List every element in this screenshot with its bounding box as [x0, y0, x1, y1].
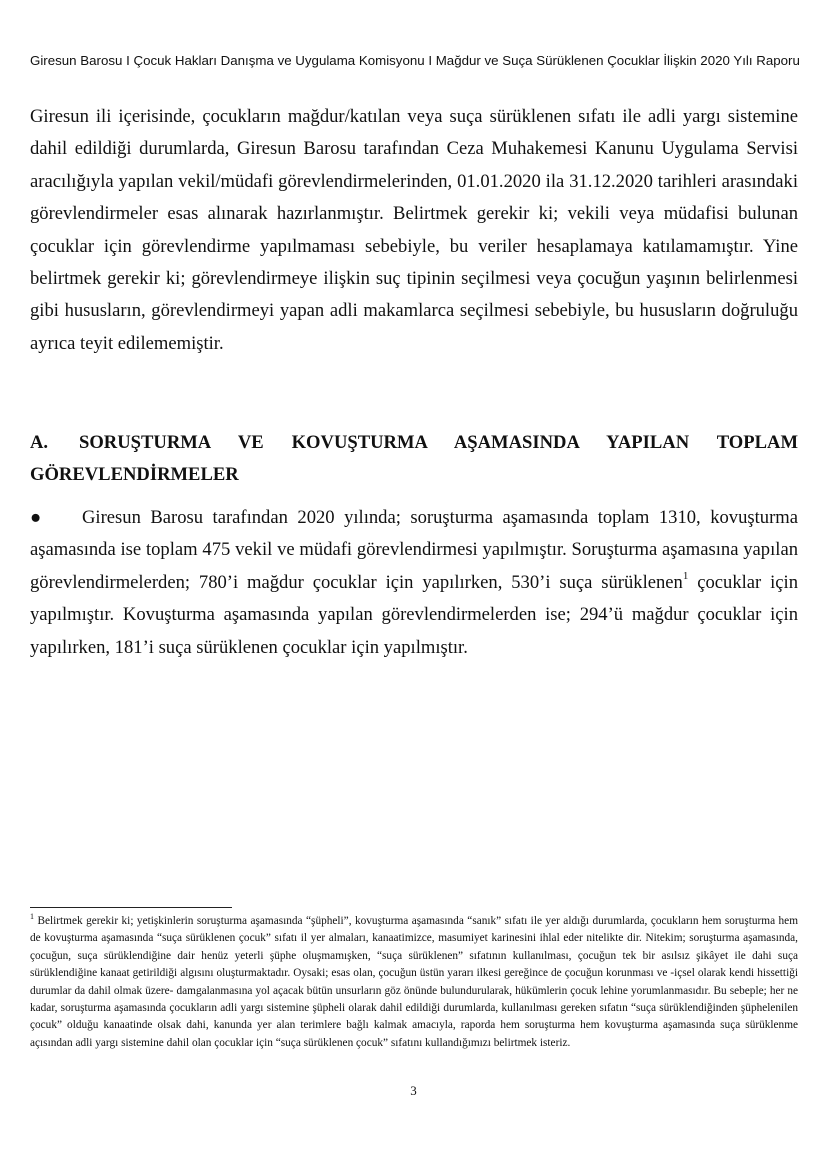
running-header: Giresun Barosu I Çocuk Hakları Danışma ve Uygulama Komisyonu I Mağdur ve Suça Sürüklenen Çocuklar İlişkin 2020 Yılı Raporu: [30, 53, 800, 68]
bullet-paragraph: [30, 502, 798, 664]
bullet-text-part1: Giresun Barosu tarafından 2020 yılında; soruşturma aşamasında toplam 1310, kovuşturma aşamasında ise toplam 475 vekil ve müdafi görevlendirmesi yapılmıştır. Soruşturma aşamasına yapılan görevlendirmelerden; 780’i mağdur çocuklar için yapılırken, 530’i suça sürüklenen: [30, 507, 798, 593]
bullet-icon: ●: [30, 507, 42, 528]
section-label: A.: [30, 432, 49, 453]
section-heading: [30, 427, 798, 492]
footnote-number: 1: [30, 912, 34, 922]
footnote: [30, 913, 798, 1052]
footnote-reference[interactable]: 1: [682, 569, 689, 582]
intro-paragraph: Giresun ili içerisinde, çocukların mağdur/katılan veya suça sürüklenen sıfatı ile adli yargı sistemine dahil edildiği durumlarda, Giresun Barosu tarafından Ceza Muhakemesi Kanunu Uygulama Servisi aracılığıyla yapılan vekil/müdafi görevlendirmelerinden, 01.01.2020 ila 31.12.2020 tarihleri arasındaki görevlendirmeler esas alınarak hazırlanmıştır. Belirtmek gerekir ki; vekili veya müdafisi bulunan çocuklar için görevlendirme yapılmaması sebebiyle, bu veriler hesaplamaya katılamamıştır. Yine belirtmek gerekir ki; görevlendirmeye ilişkin suç tipinin seçilmesi veya çocuğun yaşının belirlenmesi gibi hususların, görevlendirmeyi yapan adli makamlarca seçilmesi sebebiyle, bu hususların doğruluğu ayrıca teyit edilememiştir.: [30, 106, 798, 354]
section-title: SORUŞTURMA VE KOVUŞTURMA AŞAMASINDA YAPILAN TOPLAM GÖREVLENDİRMELER: [30, 432, 798, 486]
footnote-text: Belirtmek gerekir ki; yetişkinlerin soruşturma aşamasında “şüpheli”, kovuşturma aşamasında “sanık” sıfatı ile yer aldığı durumlarda, çocukların hem soruşturma hem de kovuşturma aşamasında “suça sürüklenen çocuk” sıfatı il yer almaları, kanaatimizce, masumiyet karinesini ihlal eder nitelikte dir. Nitekim; soruşturma aşamasında, çocuğun, suça sürüklendiğine dair henüz yeterli şüphe oluşmamışken, “suça sürüklenen” sıfatının kullanılması, çocuğun tek bir asılsız şikâyet ile dahi suça sürüklendiğine kanaat getirildiği algısını oluşturmaktadır. Oysaki; esas olan, çocuğun üstün yararı ilkesi gereğince de çocuğun korunması ve -içsel olarak kendi hissettiği durumlar da dahil olmak üzere- damgalanmasına yol açacak bütün unsurların göz önünde bulundurularak, hükümlerin çocuk lehine yorumlanmasıdır. Bu sebeple; her ne kadar, soruşturma aşamasında çocukların adli yargı sistemine şüpheli olarak dahil edildiği durumlarda, kullanılması gereken sıfatın “suça sürüklendiğinden şüphelenilen çocuk” olduğu kanaatinde olsak dahi, kanunda yer alan terimlere bağlı kalmak amacıyla, raporda hem soruşturma hem kovuşturma aşamasında suça sürüklenme açısından adli yargı sistemine dahil olan çocuklar için “suça sürüklenen çocuk” sıfatını kullandığımızı belirtmek isteriz.: [30, 915, 798, 1049]
footnote-separator: [30, 907, 232, 908]
bullet-text-part2: çocuklar için yapılmıştır. Kovuşturma aşamasında yapılan görevlendirmelerden ise; 294’ü mağdur çocuklar için yapılırken, 181’i suça sürüklenen çocuklar için yapılmıştır.: [30, 571, 798, 658]
page-number: 3: [410, 1083, 417, 1098]
